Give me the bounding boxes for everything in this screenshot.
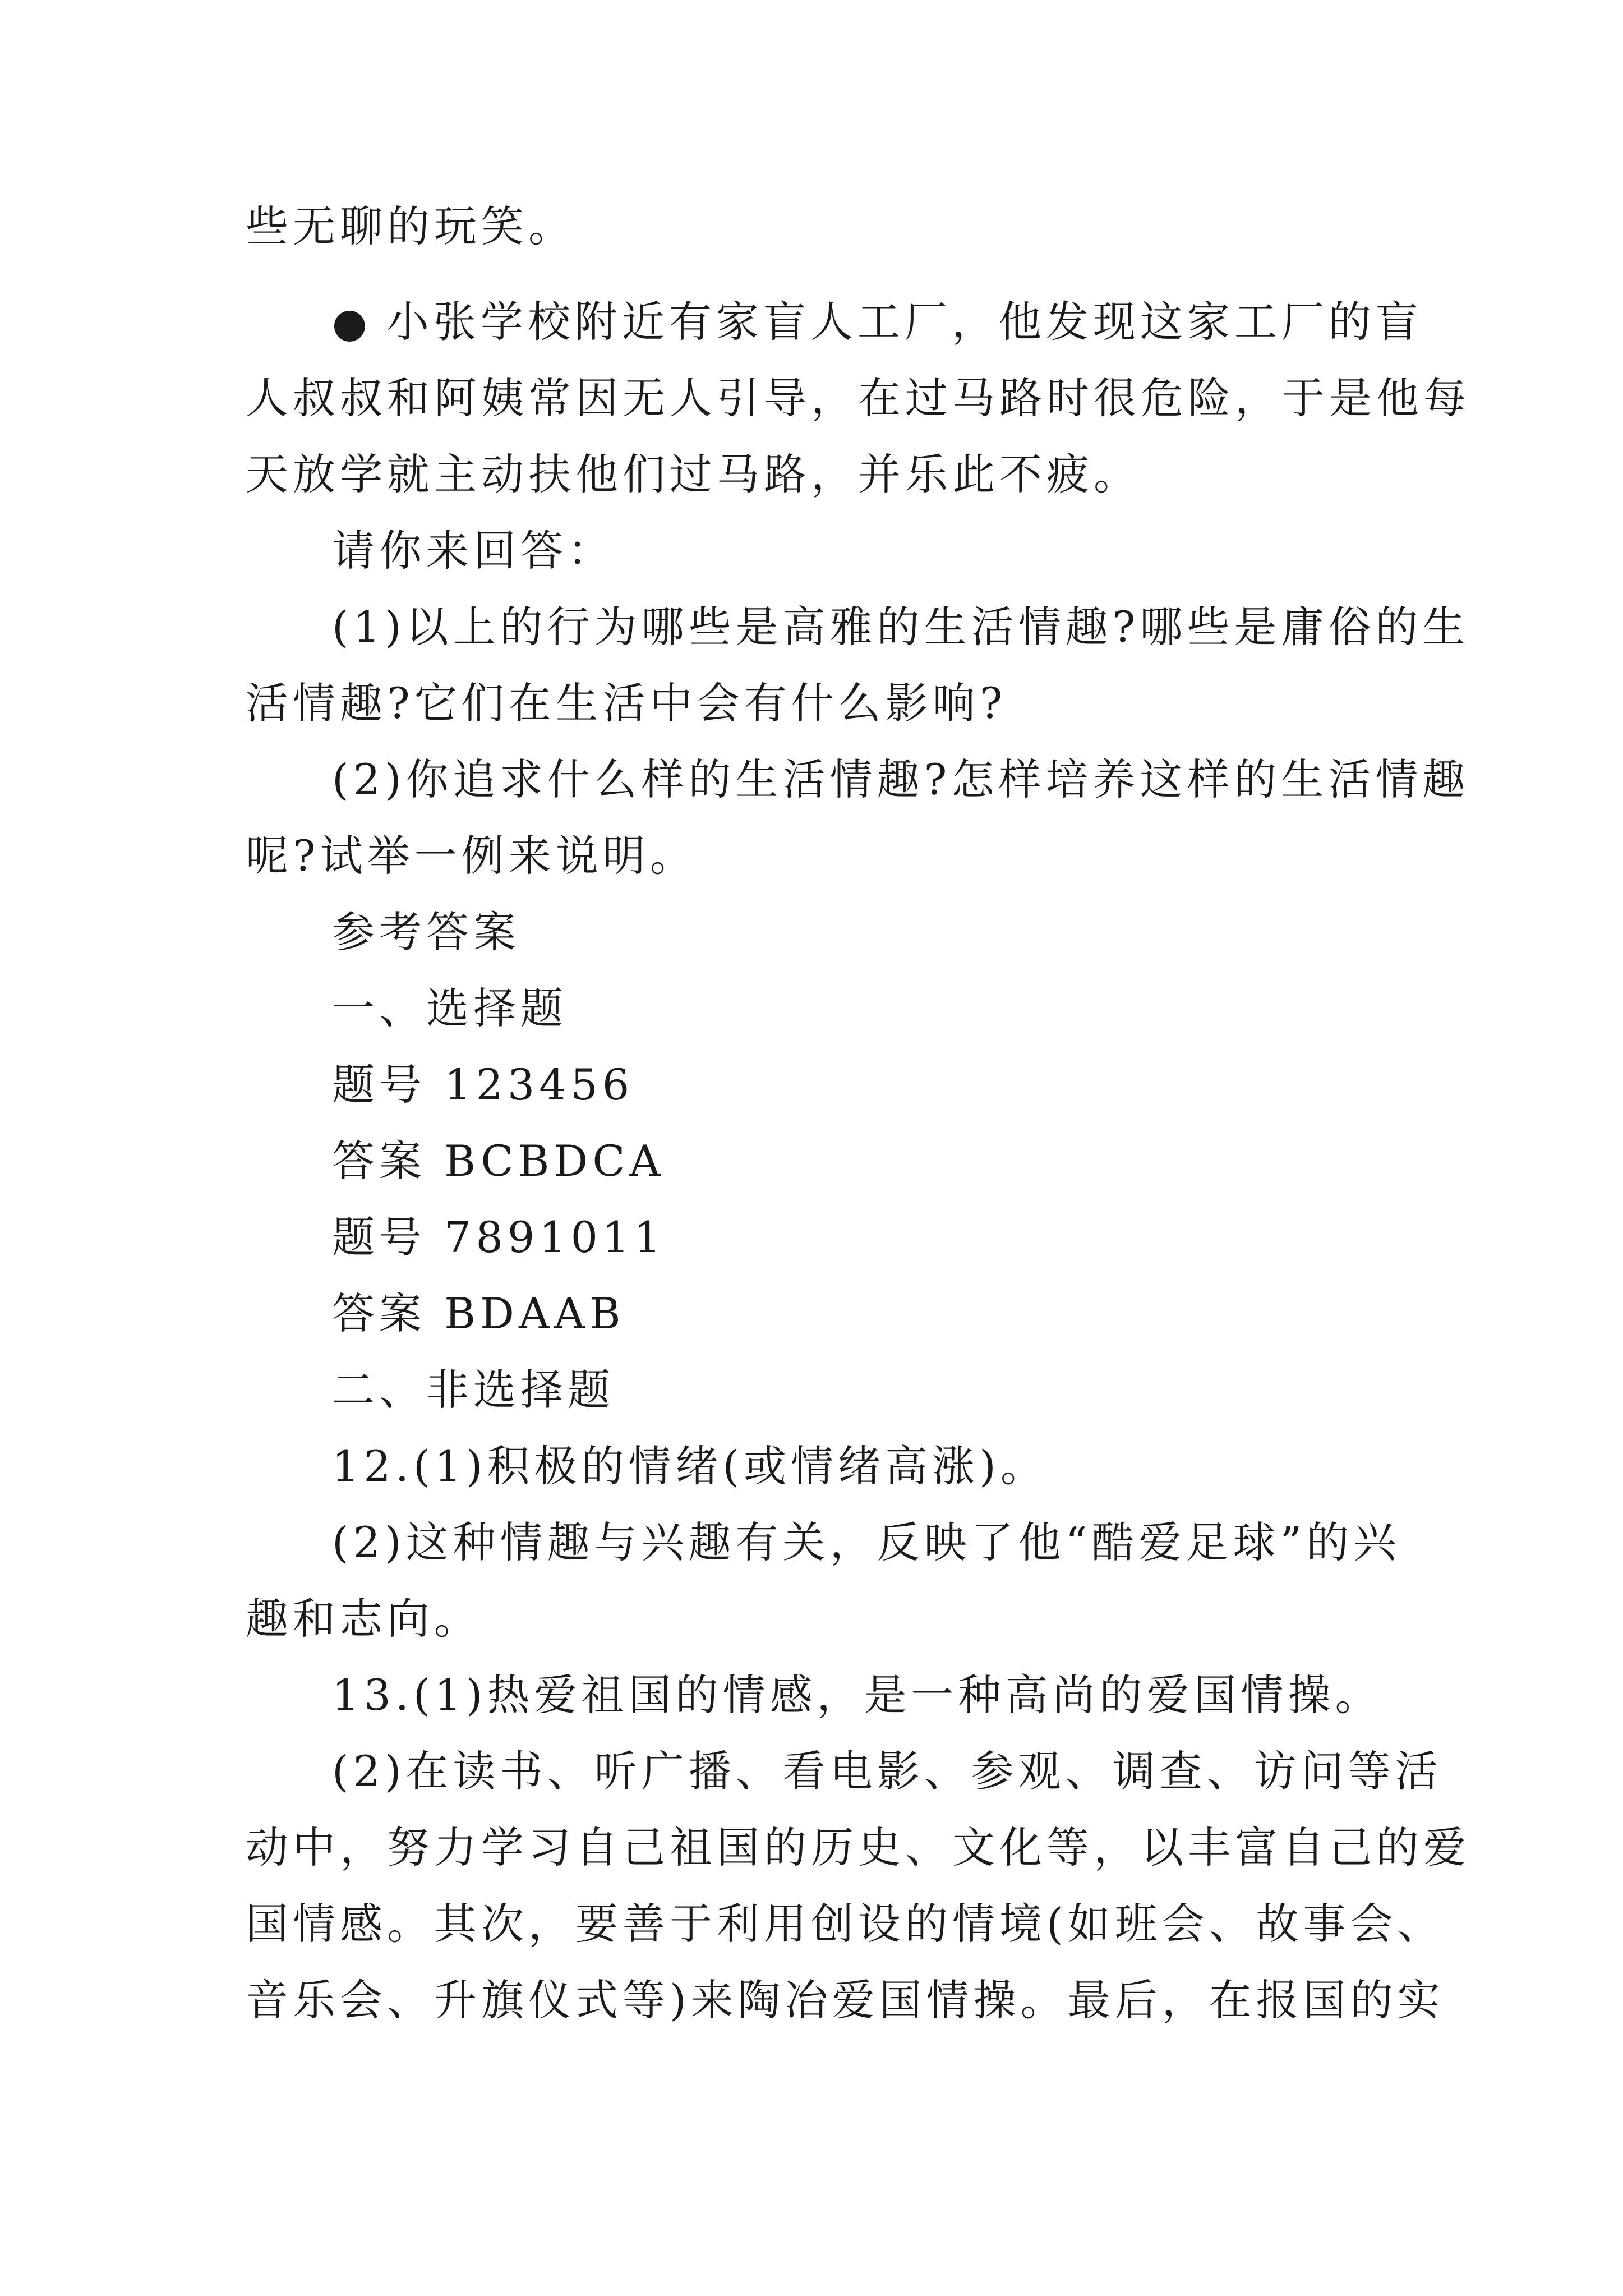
text-line-16: 二、非选择题 — [332, 1365, 615, 1415]
text-line-21: (2)在读书、听广播、看电影、参观、调查、访问等活 — [332, 1746, 1442, 1796]
text-line-9: 呢?试举一例来说明。 — [246, 831, 697, 881]
text-line-5: 请你来回答： — [332, 526, 615, 576]
text-line-18: (2)这种情趣与兴趣有关，反映了他“酷爱足球”的兴 — [332, 1517, 1401, 1567]
text-line-22: 动中，努力学习自己祖国的历史、文化等，以丰富自己的爱 — [246, 1823, 1470, 1872]
text-line-8: (2)你追求什么样的生活情趣?怎样培养这样的生活情趣 — [332, 754, 1470, 804]
text-line-15: 答案 BDAAB — [332, 1289, 625, 1338]
text-line-3: 人叔叔和阿姨常因无人引导，在过马路时很危险，于是他每 — [246, 373, 1470, 423]
bullet-icon: ● — [332, 299, 372, 346]
text-line-6: (1)以上的行为哪些是高雅的生活情趣?哪些是庸俗的生 — [332, 602, 1470, 652]
text-line-2-content: 小张学校附近有家盲人工厂，他发现这家工厂的盲 — [386, 297, 1423, 347]
text-line-19: 趣和志向。 — [246, 1594, 481, 1644]
text-line-10: 参考答案 — [332, 907, 520, 957]
text-line-2 — [332, 295, 1423, 349]
text-line-13: 答案 BCBDCA — [332, 1136, 665, 1186]
text-line-1: 些无聊的玩笑。 — [246, 201, 575, 251]
text-line-20: 13.(1)热爱祖国的情感，是一种高尚的爱国情操。 — [332, 1670, 1382, 1720]
text-line-7: 活情趣?它们在生活中会有什么影响? — [246, 678, 1007, 728]
text-line-23: 国情感。其次，要善于利用创设的情境(如班会、故事会、 — [246, 1899, 1445, 1949]
text-line-24: 音乐会、升旗仪式等)来陶冶爱国情操。最后，在报国的实 — [246, 1975, 1445, 2025]
text-line-11: 一、选择题 — [332, 983, 568, 1033]
text-line-4: 天放学就主动扶他们过马路，并乐此不疲。 — [246, 449, 1141, 499]
text-line-12: 题号 123456 — [332, 1060, 634, 1110]
text-line-17: 12.(1)积极的情绪(或情绪高涨)。 — [332, 1441, 1048, 1491]
text-line-14: 题号 7891011 — [332, 1212, 666, 1262]
